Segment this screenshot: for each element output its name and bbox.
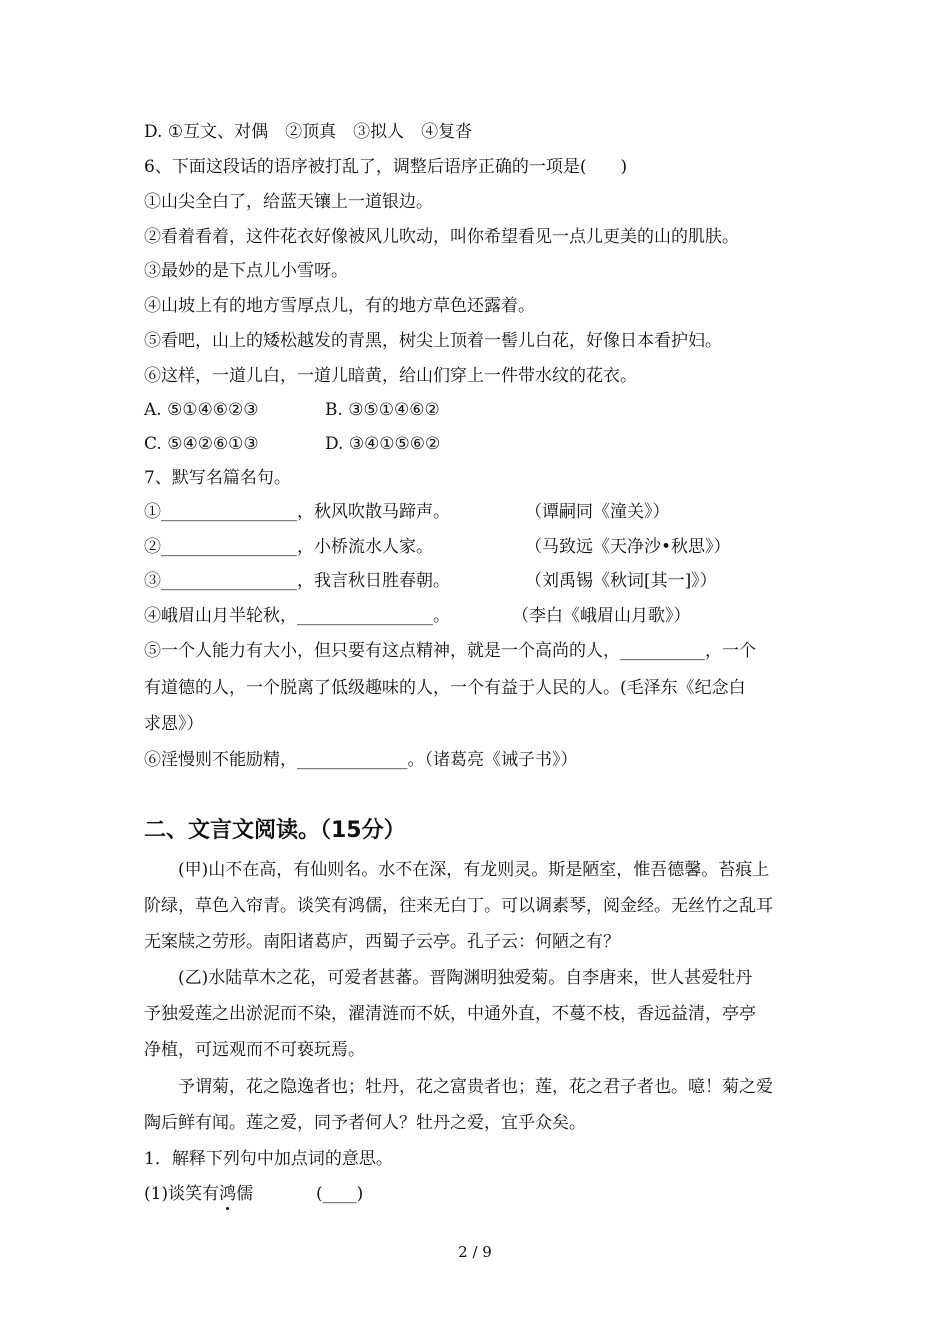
- q6-option-c: C. ⑤④②⑥①③: [144, 434, 259, 454]
- passage-yi-line-3: 净植，可远观而不可亵玩焉。: [144, 1040, 365, 1060]
- q7-item-4: ④峨眉山月半轮秋，________________。: [144, 606, 450, 626]
- sub-question-1-1-blank: (____): [316, 1184, 364, 1204]
- sub-question-1-1-suffix: 儒: [236, 1184, 254, 1204]
- q7-item-5-line-3: 求恩》）: [144, 714, 204, 734]
- q7-item-3: ③________________，我言秋日胜春朝。: [144, 571, 450, 591]
- passage-jia-line-1: (甲)山不在高，有仙则名。水不在深，有龙则灵。斯是陋室，惟吾德馨。苔痕上: [144, 860, 770, 880]
- q6-option-b: B. ③⑤①④⑥②: [325, 400, 440, 420]
- q7-item-4-source: （李白《峨眉山月歌》）: [512, 606, 691, 626]
- sub-question-1: 1．解释下列句中加点词的意思。: [144, 1149, 393, 1169]
- sub-question-1-1-prefix: (1)谈笑有: [144, 1184, 220, 1204]
- q5-option-d: D. ①互文、对偶 ②顶真 ③拟人 ④复沓: [144, 122, 473, 142]
- q6-stem: 6、下面这段话的语序被打乱了，调整后语序正确的一项是( ): [144, 157, 628, 177]
- q7-item-2-source: （马致远《天净沙•秋思》）: [525, 537, 731, 557]
- dotted-word: 鸿: [219, 1184, 237, 1204]
- q6-sentence-2: ②看着看着，这件花衣好像被风儿吹动，叫你希望看见一点儿更美的山的肌肤。: [144, 227, 739, 247]
- page-number: 2 / 9: [458, 1243, 492, 1261]
- q7-item-6: ⑥淫慢则不能励精，_____________。（诸葛亮《诫子书》）: [144, 750, 578, 770]
- q6-sentence-1: ①山尖全白了，给蓝天镶上一道银边。: [144, 192, 433, 212]
- q7-item-5-line-1: ⑤一个人能力有大小，但只要有这点精神，就是一个高尚的人，__________，一个: [144, 641, 756, 661]
- q6-option-d: D. ③④①⑤⑥②: [325, 434, 441, 454]
- passage-yi-line-1: (乙)水陆草木之花，可爱者甚蕃。晋陶渊明独爱菊。自李唐来，世人甚爱牡丹: [144, 968, 753, 988]
- q7-item-5-line-2: 有道德的人，一个脱离了低级趣味的人，一个有益于人民的人。(毛泽东《纪念白: [144, 678, 746, 698]
- q6-sentence-6: ⑥这样，一道儿白，一道儿暗黄，给山们穿上一件带水纹的花衣。: [144, 366, 637, 386]
- passage-yi-line-2: 予独爱莲之出淤泥而不染，濯清涟而不妖，中通外直，不蔓不枝，香远益清，亭亭: [144, 1004, 756, 1024]
- passage-jia-line-3: 无案牍之劳形。南阳诸葛庐，西蜀子云亭。孔子云：何陋之有？: [144, 932, 620, 952]
- passage-yi-line-5: 陶后鲜有闻。莲之爱，同予者何人？牡丹之爱，宜乎众矣。: [144, 1113, 586, 1133]
- passage-yi-line-4: 予谓菊，花之隐逸者也；牡丹，花之富贵者也；莲，花之君子者也。噫！菊之爱: [144, 1077, 773, 1097]
- q7-item-1-source: （谭嗣同《潼关》）: [525, 502, 670, 522]
- q6-sentence-4: ④山坡上有的地方雪厚点儿，有的地方草色还露着。: [144, 296, 535, 316]
- q6-option-a: A. ⑤①④⑥②③: [144, 400, 259, 420]
- sub-question-1-1: [144, 1182, 253, 1206]
- q7-item-1: ①________________，秋风吹散马蹄声。: [144, 502, 450, 522]
- q7-stem: 7、默写名篇名句。: [144, 468, 291, 488]
- q7-item-3-source: （刘禹锡《秋词[其一]》）: [525, 571, 717, 591]
- section-heading: 二、文言文阅读。（15分）: [144, 818, 406, 843]
- q7-item-2: ②________________，小桥流水人家。: [144, 537, 433, 557]
- q6-sentence-3: ③最妙的是下点儿小雪呀。: [144, 261, 348, 281]
- q6-sentence-5: ⑤看吧，山上的矮松越发的青黑，树尖上顶着一髻儿白花，好像日本看护妇。: [144, 331, 722, 351]
- passage-jia-line-2: 阶绿，草色入帘青。谈笑有鸿儒，往来无白丁。可以调素琴，阅金经。无丝竹之乱耳: [144, 896, 773, 916]
